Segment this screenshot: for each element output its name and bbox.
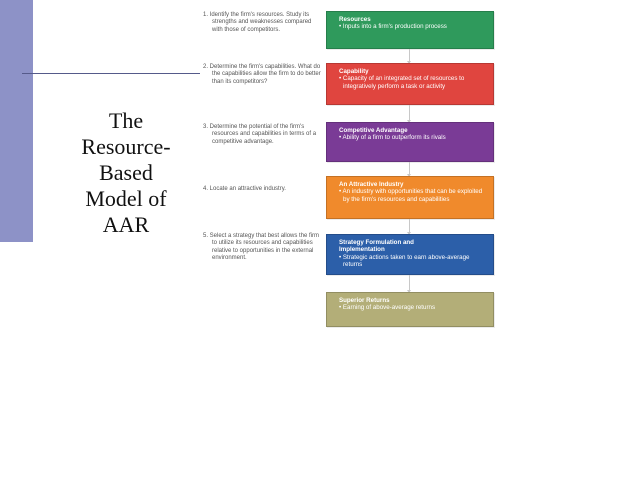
connector-arrow: [409, 162, 410, 176]
resources-title: Resources: [339, 16, 371, 23]
capability-description: • Capacity of an integrated set of resources to integratively perform a task or activity: [339, 75, 465, 90]
attractive-industry-description: • An industry with opportunities that can be exploited by the firm's resources and capabilities: [339, 188, 483, 203]
sidebar-accent-bar: [0, 0, 33, 242]
superior-returns-title: Superior Returns: [339, 297, 390, 304]
superior-returns-description: • Earning of above-average returns: [339, 304, 436, 312]
step-2: [203, 64, 323, 86]
capability-box: [326, 63, 494, 105]
connector-arrow: [409, 49, 410, 63]
attractive-industry-box: [326, 176, 494, 219]
strategy-description: • Strategic actions taken to earn above-average returns: [339, 253, 470, 269]
step-3-text: 3. Determine the potential of the firm's resources and capabilities in terms of a competitive advantage.: [203, 124, 317, 145]
connector-arrow: [409, 275, 410, 292]
step-1-text: 1. Identify the firm's resources. Study its strengths and weaknesses compared with those of competitors.: [203, 12, 312, 33]
resources-box: [326, 11, 494, 49]
strategy-box: [326, 234, 494, 275]
competitive-advantage-title: Competitive Advantage: [339, 127, 408, 134]
slide-title: [40, 108, 212, 238]
resources-description: • Inputs into a firm's production process: [339, 23, 447, 31]
step-1: [203, 12, 323, 34]
step-5: [203, 233, 323, 263]
step-2-text: 2. Determine the firm's capabilities. What do the capabilities allow the firm to do better than its competitors?: [203, 64, 321, 85]
title-divider-line: [22, 73, 200, 74]
attractive-industry-title: An Attractive Industry: [339, 181, 404, 188]
slide-title-line: Based: [99, 160, 153, 185]
step-4: [203, 186, 323, 193]
competitive-advantage-description: • Ability of a firm to outperform its rivals: [339, 134, 446, 142]
strategy-title: Strategy Formulation and Implementation: [339, 239, 414, 254]
slide-title-line: Resource-: [81, 134, 171, 159]
connector-arrow: [409, 219, 410, 234]
slide-title-line: AAR: [102, 212, 150, 237]
superior-returns-box: [326, 292, 494, 327]
step-5-text: 5. Select a strategy that best allows the firm to utilize its resources and capabilities relative to opportunities in the external environment.: [203, 233, 320, 262]
connector-arrow: [409, 105, 410, 122]
capability-title: Capability: [339, 68, 369, 75]
step-4-text: 4. Locate an attractive industry.: [203, 186, 286, 192]
step-3: [203, 124, 323, 146]
competitive-advantage-box: [326, 122, 494, 162]
slide-title-line: Model of: [85, 186, 167, 211]
slide-title-line: The: [108, 108, 144, 133]
